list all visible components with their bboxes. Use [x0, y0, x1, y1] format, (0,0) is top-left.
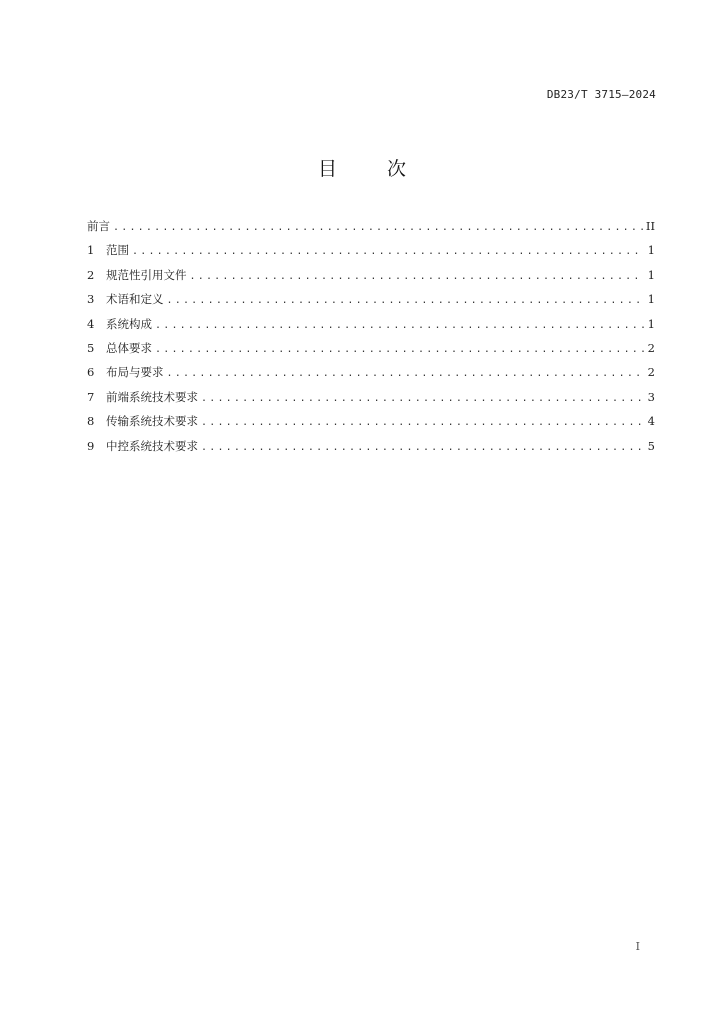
toc-entry-number: 5: [87, 340, 95, 355]
toc-entry-label: 范围: [106, 243, 129, 258]
toc-entry-normative-references[interactable]: [87, 267, 655, 291]
toc-entry-page: 2: [647, 340, 655, 355]
toc-entry-page: 1: [647, 243, 655, 258]
toc-entry-scope[interactable]: [87, 242, 655, 266]
toc-entry-number: 2: [87, 267, 95, 282]
toc-entry-label: 布局与要求: [106, 365, 164, 380]
toc-entry-page: 1: [647, 292, 655, 307]
toc-entry-number: 3: [87, 292, 95, 307]
toc-dot-leader: [201, 417, 644, 428]
toc-entry-transmission-system[interactable]: [87, 413, 655, 437]
page-number: I: [635, 940, 640, 953]
toc-entry-label: 总体要求: [106, 340, 152, 355]
toc-entry-number: 8: [87, 414, 95, 429]
toc-dot-leader: [201, 393, 644, 404]
toc-entry-label: 术语和定义: [106, 292, 164, 307]
toc-entry-label: 前言: [87, 219, 110, 233]
toc-entry-general-requirements[interactable]: [87, 340, 655, 364]
toc-entry-label: 传输系统技术要求: [106, 414, 198, 429]
toc-entry-frontend-system[interactable]: [87, 389, 655, 413]
toc-entry-number: 4: [87, 316, 95, 331]
toc-dot-leader: [155, 320, 644, 331]
page-title: [0, 154, 724, 181]
toc-entry-terms-definitions[interactable]: [87, 291, 655, 315]
toc-entry-number: 9: [87, 438, 95, 453]
toc-dot-leader: [190, 271, 645, 282]
document-code: DB23/T 3715—2024: [546, 88, 656, 101]
toc-entry-page: 3: [647, 389, 655, 404]
toc-entry-number: 1: [87, 243, 95, 258]
toc-entry-label: 前端系统技术要求: [106, 389, 198, 404]
toc-dot-leader: [201, 442, 644, 453]
toc-entry-central-control-system[interactable]: [87, 438, 655, 462]
page-title-char-1: 目: [317, 158, 337, 180]
toc-entry-system-composition[interactable]: [87, 316, 655, 340]
page-title-char-2: 次: [387, 158, 407, 180]
toc-entry-label: 中控系统技术要求: [106, 438, 198, 453]
toc-dot-leader: [167, 295, 645, 306]
toc-entry-page: 5: [647, 438, 655, 453]
table-of-contents: [87, 218, 655, 462]
toc-entry-page: II: [645, 219, 655, 233]
toc-dot-leader: [167, 368, 645, 379]
toc-dot-leader: [113, 222, 643, 233]
toc-entry-page: 1: [647, 316, 655, 331]
toc-entry-page: 4: [647, 414, 655, 429]
toc-entry-layout-requirements[interactable]: [87, 364, 655, 388]
toc-entry-page: 1: [647, 267, 655, 282]
toc-dot-leader: [155, 344, 644, 355]
toc-dot-leader: [132, 246, 644, 257]
toc-entry-number: 7: [87, 389, 95, 404]
toc-entry-label: 规范性引用文件: [106, 267, 187, 282]
toc-entry-foreword[interactable]: [87, 218, 655, 242]
toc-entry-label: 系统构成: [106, 316, 152, 331]
toc-entry-number: 6: [87, 365, 95, 380]
toc-entry-page: 2: [647, 365, 655, 380]
